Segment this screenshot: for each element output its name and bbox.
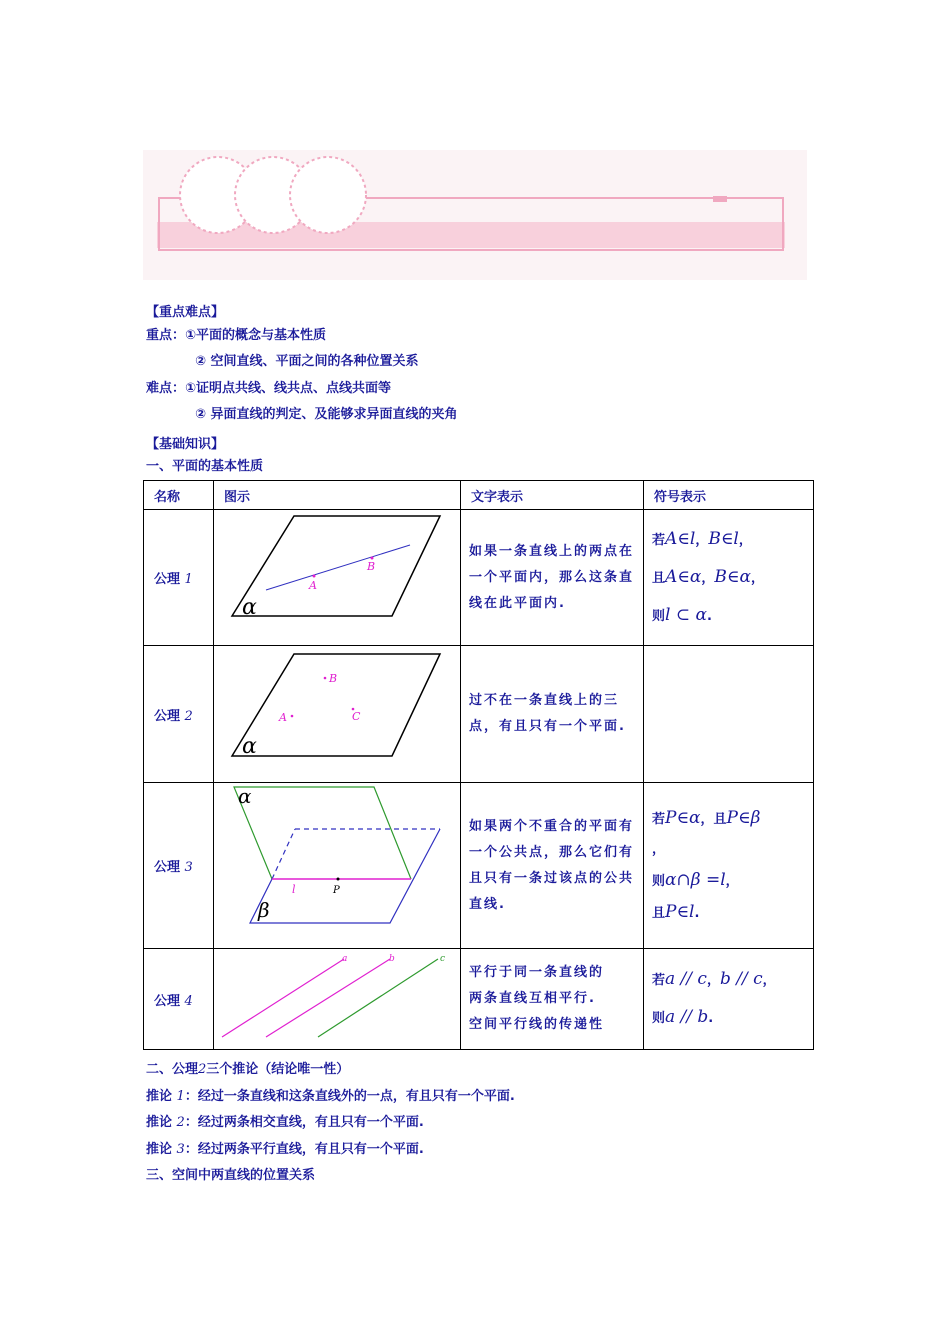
line-b: [266, 959, 390, 1037]
axiom-1-diagram: [214, 510, 460, 641]
key-point-1: 重点：①平面的概念与基本性质: [146, 328, 327, 343]
label-b: b: [389, 954, 395, 964]
difficult-point-1: 难点：①证明点共线、线共点、点线共面等: [146, 381, 392, 396]
table-header-row: [144, 481, 814, 510]
axiom-4-figure: [214, 949, 461, 1050]
table-row: [144, 783, 814, 949]
axiom-1-symbol: 若A∈l，B∈l， 且A∈α，B∈α， 则l ⊂ α.: [644, 510, 814, 646]
plane-beta: [250, 829, 440, 923]
line-c: [318, 959, 438, 1037]
label-c: c: [440, 954, 446, 964]
axiom-1-figure: [214, 510, 461, 646]
corollary-2: 推论 2：经过两条相交直线，有且只有一个平面.: [146, 1115, 424, 1130]
line-a: [222, 959, 344, 1037]
part1-title: 一、平面的基本性质: [146, 459, 264, 474]
label-a: a: [342, 954, 348, 964]
axiom-2-symbol: [644, 646, 814, 783]
label-alpha: α: [242, 734, 257, 759]
corollary-3: 推论 3：经过两条平行直线，有且只有一个平面.: [146, 1142, 424, 1157]
table-row: [144, 646, 814, 783]
axiom-2-name: 公理 2: [144, 646, 214, 783]
header-figure: 图示: [214, 481, 461, 510]
header-text: 文字表示: [461, 481, 644, 510]
axiom-3-diagram: [214, 783, 460, 944]
label-alpha: α: [238, 784, 252, 808]
hidden-edge: [272, 829, 295, 879]
axiom-3-name: 公理 3: [144, 783, 214, 949]
table-row: [144, 510, 814, 646]
axiom-4-diagram: [214, 949, 460, 1045]
header-symbol: 符号表示: [644, 481, 814, 510]
table-row: [144, 949, 814, 1050]
key-heading: 【重点难点】: [146, 305, 225, 320]
axiom-4-text: 平行于同一条直线的 两条直线互相平行. 空间平行线的传递性: [461, 949, 644, 1050]
axiom-2-diagram: [214, 646, 460, 778]
corollary-1: 推论 1：经过一条直线和这条直线外的一点，有且只有一个平面.: [146, 1089, 515, 1104]
plane-shape: [232, 516, 440, 616]
axiom-1-text: 如果一条直线上的两点在一个平面内，那么这条直线在此平面内.: [461, 510, 644, 646]
key-point-2: ② 空间直线、平面之间的各种位置关系: [195, 354, 419, 369]
part3-title: 三、空间中两直线的位置关系: [146, 1168, 316, 1183]
point-p: [337, 878, 340, 881]
point-b: [324, 677, 327, 680]
label-p: P: [333, 885, 340, 896]
label-a: A: [309, 579, 317, 592]
label-c: C: [352, 710, 361, 723]
basic-heading: 【基础知识】: [146, 437, 225, 452]
axiom-4-symbol: 若a // c，b // c， 则a // b.: [644, 949, 814, 1050]
line-l: [266, 545, 410, 590]
label-a: A: [279, 711, 287, 724]
plane-alpha: [234, 787, 411, 879]
axiom-2-text: 过不在一条直线上的三点，有且只有一个平面.: [461, 646, 644, 783]
axiom-3-text: 如果两个不重合的平面有一个公共点，那么它们有且只有一条过该点的公共直线.: [461, 783, 644, 949]
label-b: B: [367, 560, 376, 573]
point-a: [291, 715, 294, 718]
header-name: 名称: [144, 481, 214, 510]
axiom-3-symbol: 若P∈α，且P∈β ， 则α∩β =l， 且P∈l.: [644, 783, 814, 949]
label-l: l: [292, 883, 296, 896]
decorative-banner: [143, 150, 807, 280]
axiom-1-name: 公理 1: [144, 510, 214, 646]
axiom-4-name: 公理 4: [144, 949, 214, 1050]
axiom-3-figure: [214, 783, 461, 949]
axiom-2-figure: [214, 646, 461, 783]
plane-shape: [232, 654, 440, 756]
point-a: [313, 575, 316, 578]
axioms-table: [143, 480, 814, 1050]
label-alpha: α: [242, 595, 257, 620]
label-beta: β: [258, 898, 270, 922]
label-b: B: [329, 672, 338, 685]
part2-title: 二、公理2三个推论（结论唯一性）: [146, 1062, 350, 1077]
difficult-point-2: ② 异面直线的判定、及能够求异面直线的夹角: [195, 407, 458, 422]
